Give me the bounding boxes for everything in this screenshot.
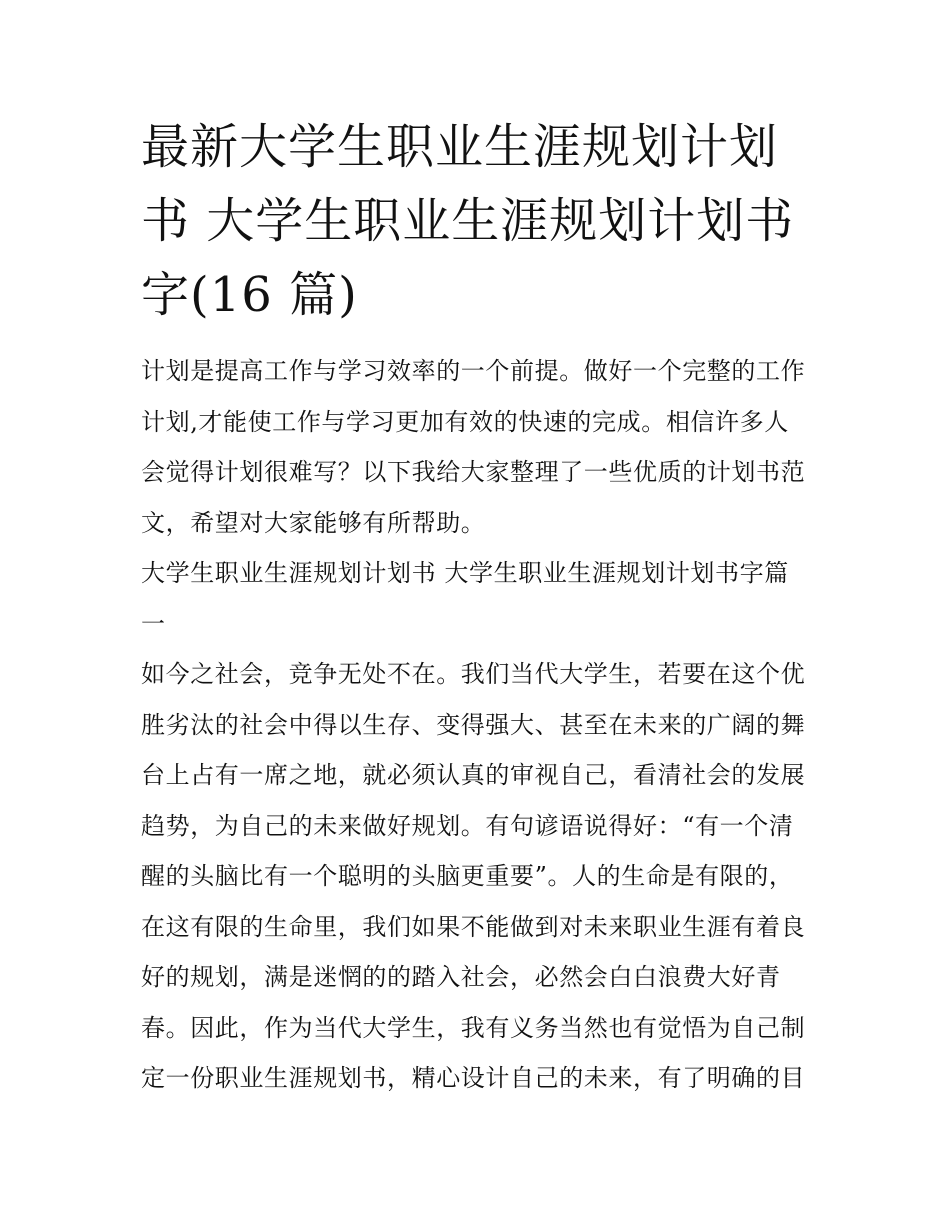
heading-line: 一 — [141, 609, 166, 638]
intro-paragraph — [141, 346, 816, 548]
text-line: 春。因此，作为当代大学生，我有义务当然也有觉悟为自己制 — [141, 1013, 806, 1042]
text-line: 胜劣汰的社会中得以生存、变得强大、甚至在未来的广阔的舞 — [141, 710, 806, 739]
title-line: 字(16 篇) — [141, 267, 358, 323]
document-title — [141, 110, 816, 332]
document-body — [141, 346, 816, 1104]
text-line: 会觉得计划很难写？以下我给大家整理了一些优质的计划书范 — [141, 458, 806, 486]
text-line: 好的规划，满是迷惘的的踏入社会，必然会白白浪费大好青 — [141, 963, 781, 991]
body-paragraph — [141, 649, 816, 1104]
section-heading — [141, 548, 816, 649]
text-line: 趋势，为自己的未来做好规划。有句谚语说得好：“有一个清 — [141, 811, 794, 840]
title-line: 书 大学生职业生涯规划计划书 — [141, 193, 795, 249]
text-line: 定一份职业生涯规划书，精心设计自己的未来，有了明确的目 — [141, 1064, 806, 1092]
document-content — [141, 110, 816, 1104]
text-line: 台上占有一席之地，就必须认真的审视自己，看清社会的发展 — [141, 761, 806, 789]
text-line: 计划是提高工作与学习效率的一个前提。做好一个完整的工作 — [141, 357, 806, 385]
text-line: 文，希望对大家能够有所帮助。 — [141, 508, 486, 537]
text-line: 如今之社会，竞争无处不在。我们当代大学生，若要在这个优 — [141, 660, 806, 688]
text-line: 醒的头脑比有一个聪明的头脑更重要”。人的生命是有限的， — [141, 862, 794, 890]
heading-line: 大学生职业生涯规划计划书 大学生职业生涯规划计划书字篇 — [141, 559, 789, 587]
text-line: 计划,才能使工作与学习更加有效的快速的完成。相信许多人 — [141, 407, 789, 436]
title-line: 最新大学生职业生涯规划计划 — [141, 119, 779, 175]
text-line: 在这有限的生命里，我们如果不能做到对未来职业生涯有着良 — [141, 912, 806, 941]
